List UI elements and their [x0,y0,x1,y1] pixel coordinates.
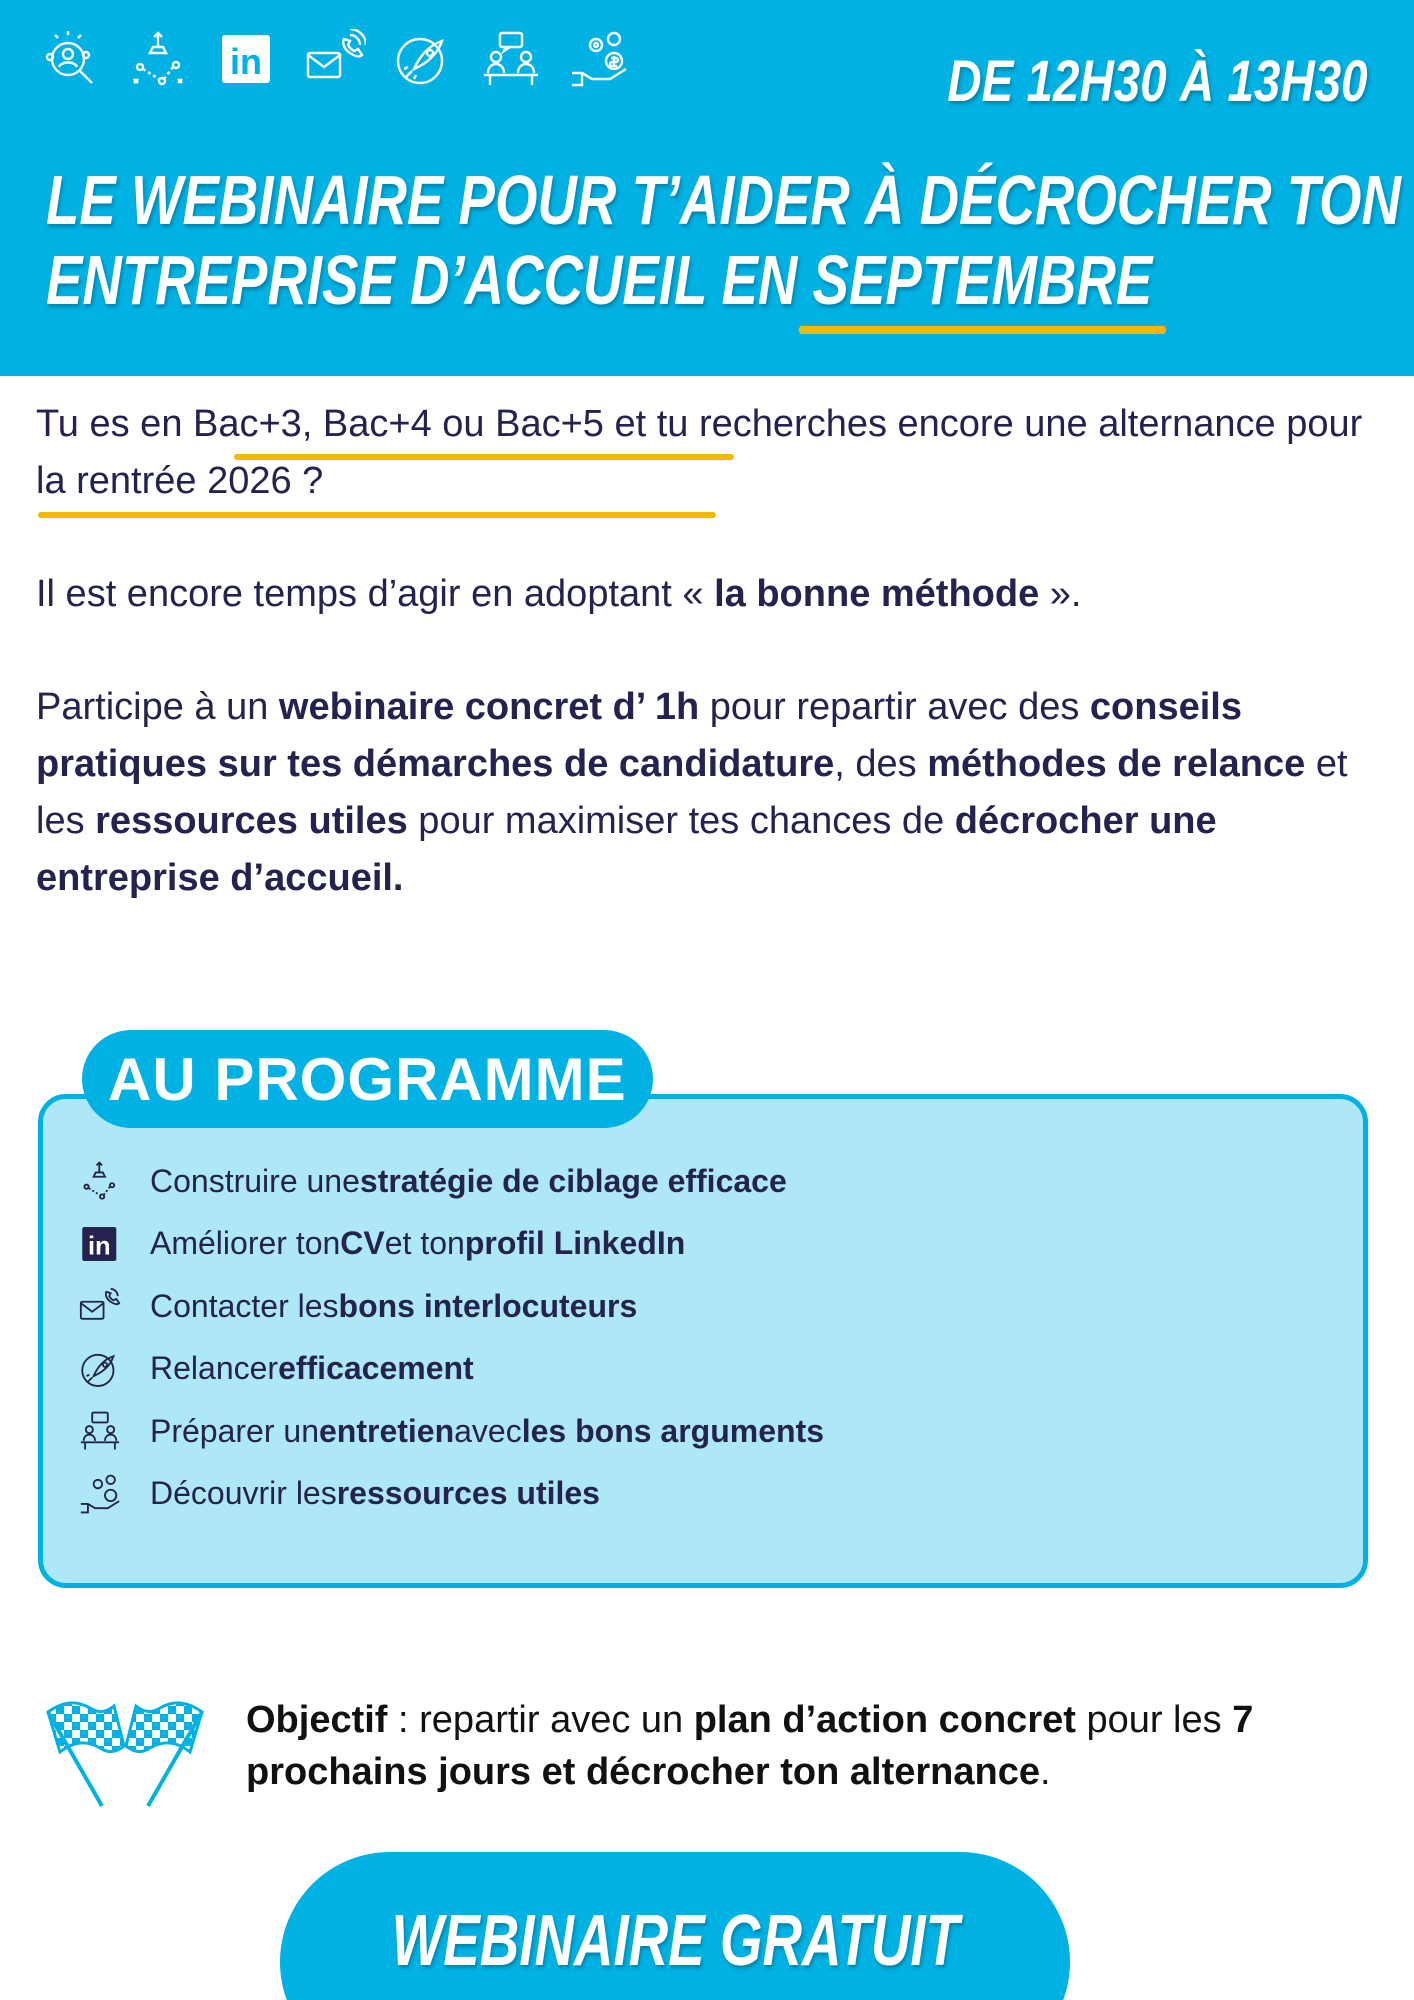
headline [46,160,1401,320]
objective-label: Objectif [246,1699,388,1741]
free-webinar-label [280,1900,1070,1982]
bold-goal: décrocher une entreprise d’accueil. [36,800,1217,899]
headline-line-1: LE WEBINAIRE POUR T’AIDER À DÉCROCHER TON [46,161,1401,239]
text-span: et les [36,743,1348,842]
item-text: et ton [384,1225,465,1262]
bold-advice: conseils pratiques sur tes démarches de candidature [36,686,1242,785]
item-bold: bons interlocuteurs [338,1287,638,1324]
programme-item-targeting [78,1150,824,1213]
rocket-icon [392,29,454,89]
cta-text: WEBINAIRE GRATUIT [391,1901,959,1981]
item-bold: les bons arguments [521,1412,825,1449]
strategy-icon [78,1159,122,1203]
bold-resources: ressources utiles [95,800,408,842]
linkedin-icon [78,1222,122,1266]
bold-follow-up: méthodes de relance [927,743,1306,785]
item-text: Préparer un [150,1412,319,1449]
programme-item-contacts [78,1275,824,1338]
objective-text [246,1694,1376,1798]
programme-list [78,1150,824,1525]
mail-phone-icon [78,1284,122,1328]
programme-item-interview [78,1400,824,1463]
headline-line-2-text: ENTREPRISE D’ACCUEIL EN [46,241,813,319]
text-span: Participe à un [36,686,279,728]
item-bold: stratégie de ciblage efficace [359,1162,787,1199]
svg-text:in: in [87,1232,111,1261]
linkedin-icon [216,29,278,89]
money-gear-icon [78,1472,122,1516]
header-banner [0,0,1414,376]
headline-line-2 [46,240,1153,320]
bold-webinar: webinaire concret d’ 1h [278,686,700,728]
item-text: avec [454,1412,522,1449]
text-span: pour repartir avec des [699,686,1090,728]
item-bold: profil LinkedIn [464,1225,686,1262]
item-bold: ressources utiles [336,1475,600,1512]
text-span: , des [834,743,928,785]
programme-item-follow-up [78,1338,824,1401]
text-span: Il est encore temps d’agir en adoptant « [36,573,715,615]
intro-paragraph-2 [36,566,1386,623]
svg-text:in: in [230,41,262,82]
time-slot: DE 12H30 À 13H30 [947,49,1368,114]
people-search-icon [40,29,102,89]
item-text: Améliorer ton [150,1225,341,1262]
headline-highlight-month: SEPTEMBRE [812,241,1153,319]
item-bold: efficacement [278,1350,474,1387]
item-text: Contacter les [150,1287,339,1324]
mail-phone-icon [304,29,366,89]
money-gear-icon [568,29,630,89]
rocket-icon [78,1347,122,1391]
item-text: Construire une [150,1162,360,1199]
programme-title: AU PROGRAMME [82,1030,653,1128]
item-text: Découvrir les [150,1475,337,1512]
bold-action-plan: plan d’action concret [693,1699,1076,1741]
item-text: Relancer [150,1350,279,1387]
programme-item-cv-linkedin [78,1213,824,1276]
intro-text [36,396,1386,963]
text-span: : repartir avec un [387,1699,694,1741]
intro-paragraph-1: Tu es en Bac+3, Bac+4 ou Bac+5 et tu recherches encore une alternance pour la rentrée 2026 ? [36,403,1363,502]
item-bold: CV [340,1225,385,1262]
item-bold: entretien [318,1412,455,1449]
programme-item-resources [78,1463,824,1526]
text-span: pour les [1075,1699,1233,1741]
bold-seven-days: 7 prochains jours et décrocher ton alternance [246,1699,1254,1793]
text-span: . [1040,1751,1051,1793]
top-icon-row [40,28,630,90]
interview-icon [480,29,542,89]
text-span: pour maximiser tes chances de [407,800,955,842]
checkered-flags-icon [40,1690,210,1810]
bold-method: la bonne méthode [714,573,1040,615]
strategy-icon [128,29,190,89]
intro-paragraph-3 [36,679,1386,907]
interview-icon [78,1409,122,1453]
text-span: ». [1039,573,1082,615]
